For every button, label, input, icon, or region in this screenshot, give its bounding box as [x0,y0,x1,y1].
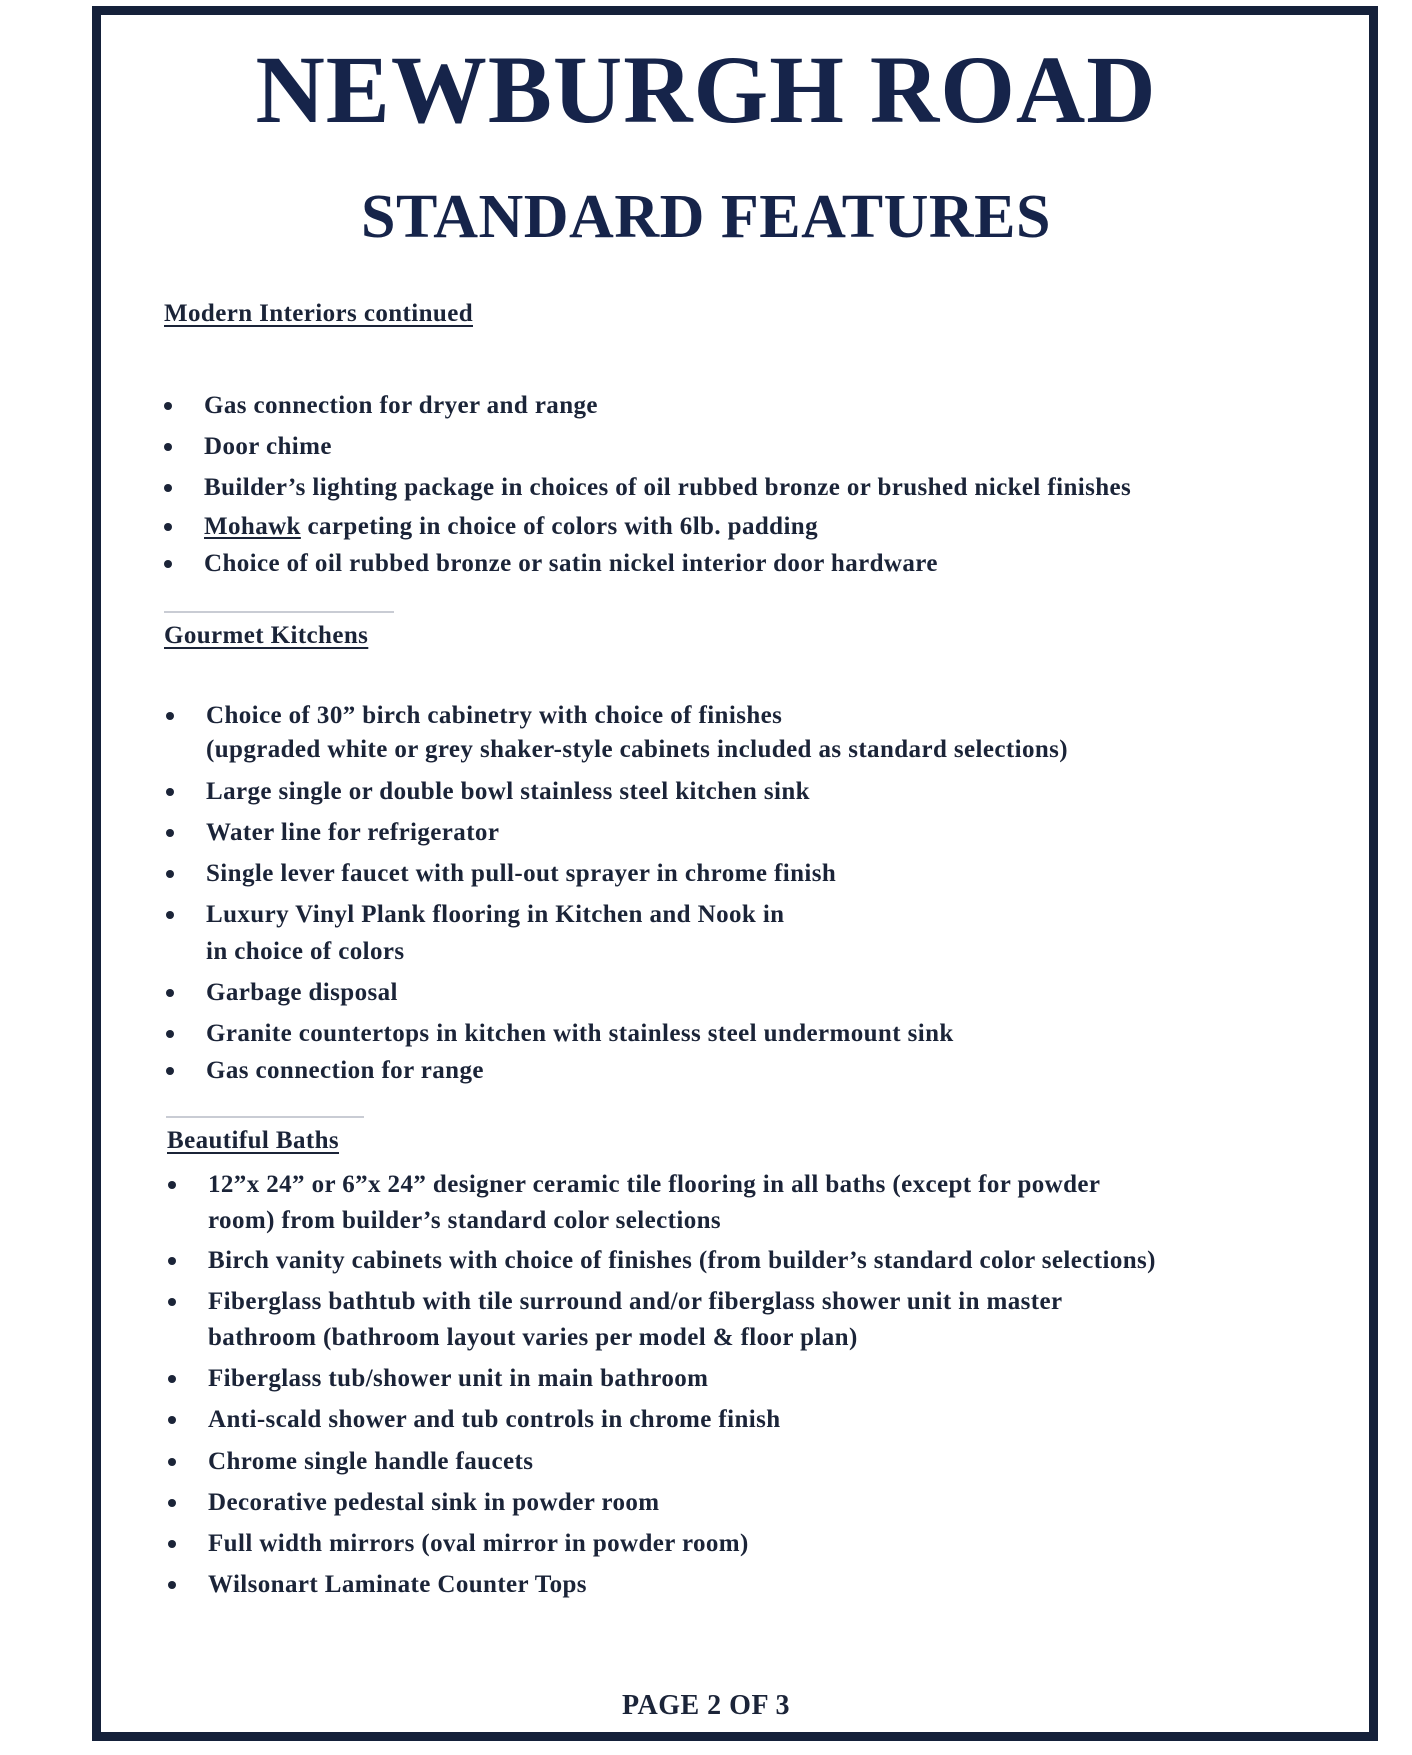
bullet-icon [166,712,174,720]
bullet-icon [166,829,174,837]
bullet-icon [166,788,174,796]
item-text: Granite countertops in kitchen with stainless steel undermount sink [206,1020,954,1047]
bullet-icon [166,911,174,919]
item-text: 12”x 24” or 6”x 24” designer ceramic tile flooring in all baths (except for powder [208,1171,1101,1198]
bullet-icon [168,1298,176,1306]
list-item [166,1016,954,1052]
bullet-icon [168,1458,176,1466]
divider [164,611,394,613]
bullet-icon [166,1030,174,1038]
bullet-icon [168,1181,176,1189]
list-item [166,856,836,892]
list-item [168,1485,659,1521]
bullet-icon [168,1257,176,1265]
item-text: bathroom (bathroom layout varies per model & floor plan) [208,1324,858,1351]
section-heading-modern-interiors: Modern Interiors continued [164,300,473,327]
item-text: Garbage disposal [206,979,398,1006]
item-text: carpeting in choice of colors with 6lb. padding [307,513,819,540]
item-text: Choice of oil rubbed bronze or satin nickel interior door hardware [204,550,938,577]
item-text: Luxury Vinyl Plank flooring in Kitchen and Nook in [206,901,785,928]
bullet-icon [168,1499,176,1507]
item-text: Water line for refrigerator [206,819,500,846]
item-text: Door chime [204,433,332,460]
bullet-icon [166,1067,174,1075]
bullet-icon [166,870,174,878]
item-text: Full width mirrors (oval mirror in powder room) [208,1530,749,1557]
item-text: Large single or double bowl stainless steel kitchen sink [206,778,810,805]
list-item [164,546,938,582]
page-title: NEWBURGH ROAD [255,36,1157,143]
item-text: Anti-scald shower and tub controls in chrome finish [208,1406,781,1433]
item-text: Gas connection for dryer and range [204,392,598,419]
bullet-icon [164,484,172,492]
bullet-icon [164,560,172,568]
list-item [168,1243,1156,1279]
list-item-continuation [166,732,1068,768]
list-item-continuation [168,1320,858,1356]
list-item [168,1284,1063,1320]
item-text: Fiberglass tub/shower unit in main bathroom [208,1365,709,1392]
bullet-icon [164,523,172,531]
list-item [166,774,810,810]
divider [166,1116,364,1118]
bullet-icon [166,989,174,997]
list-item [168,1526,749,1562]
list-item [168,1567,587,1603]
bullet-icon [168,1375,176,1383]
bullet-icon [168,1581,176,1589]
item-text: Builder’s lighting package in choices of oil rubbed bronze or brushed nickel finishes [204,474,1132,501]
bullet-icon [164,443,172,451]
list-item [168,1167,1100,1203]
bullet-icon [168,1416,176,1424]
item-text: Single lever faucet with pull-out sprayer in chrome finish [206,860,837,887]
list-item [164,429,332,465]
item-text: Decorative pedestal sink in powder room [208,1489,660,1516]
list-item [164,470,1131,506]
list-item-continuation [168,1203,721,1239]
list-item [166,975,398,1011]
list-item [164,388,598,424]
item-text: Choice of 30” birch cabinetry with choice of finishes [206,702,783,729]
bullet-icon [164,402,172,410]
section-heading-beautiful-baths: Beautiful Baths [167,1127,340,1154]
list-item [164,509,818,545]
list-item [168,1444,533,1480]
item-text: Gas connection for range [206,1057,484,1084]
item-text: Chrome single handle faucets [208,1448,534,1475]
page-subtitle: STANDARD FEATURES [360,183,1051,251]
list-item [166,815,499,851]
item-text: in choice of colors [206,938,405,965]
list-item [166,698,782,734]
page-number: PAGE 2 OF 3 [621,1690,791,1721]
item-text: (upgraded white or grey shaker-style cabinets included as standard selections) [206,736,1068,763]
bullet-icon [168,1540,176,1548]
item-text: Wilsonart Laminate Counter Tops [208,1571,587,1598]
list-item-continuation [166,934,405,970]
list-item [168,1402,781,1438]
list-item [166,897,784,933]
item-text: Birch vanity cabinets with choice of finishes (from builder’s standard color selections) [208,1247,1156,1274]
list-item [168,1361,708,1397]
brand-mohawk: Mohawk [204,513,301,540]
section-heading-gourmet-kitchens: Gourmet Kitchens [164,622,369,649]
item-text: room) from builder’s standard color selections [208,1207,722,1234]
list-item [166,1053,484,1089]
item-text: Fiberglass bathtub with tile surround and/or fiberglass shower unit in master [208,1288,1063,1315]
